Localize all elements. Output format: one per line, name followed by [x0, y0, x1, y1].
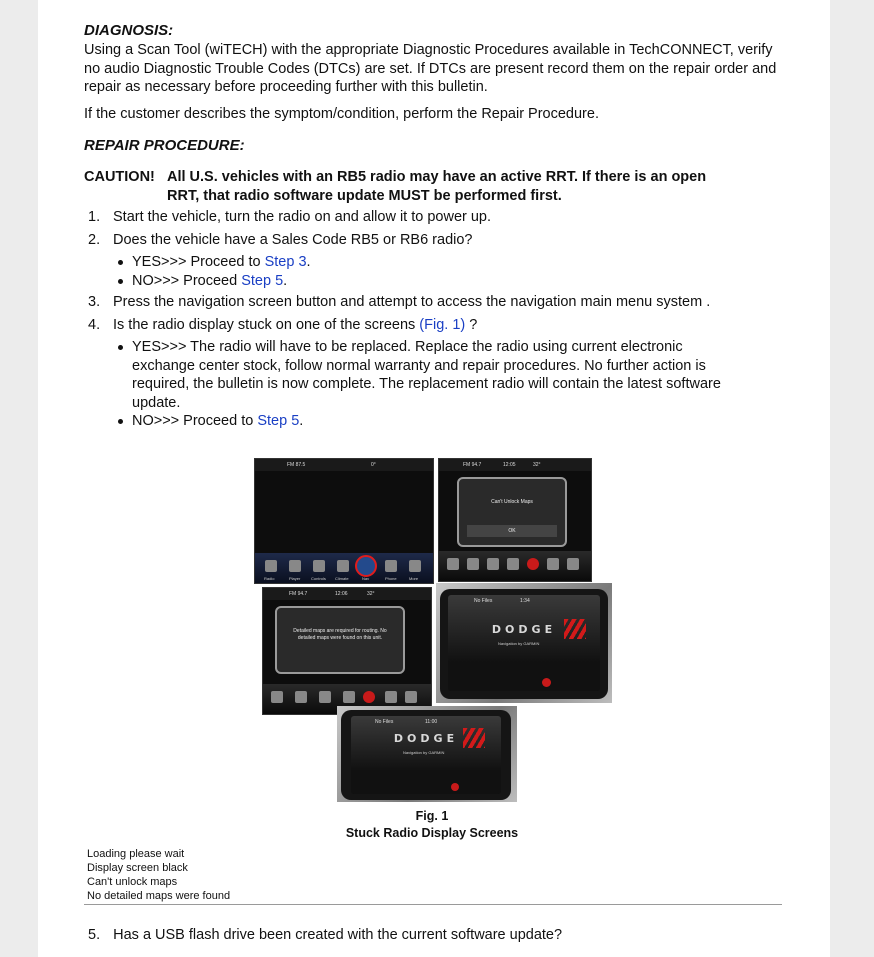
step-number: 3. — [88, 294, 101, 310]
radio-icon — [447, 558, 459, 570]
diagnosis-heading: DIAGNOSIS: — [84, 22, 174, 39]
note-item: Can't unlock maps — [87, 876, 178, 888]
step-4-no — [113, 412, 784, 431]
figure-label: Fig. 1 — [415, 809, 449, 823]
step-number: 2. — [88, 231, 101, 248]
dialog-message: Can't Unlock Maps — [491, 499, 533, 505]
radio-screen — [351, 716, 501, 794]
symptom-paragraph: If the customer describes the symptom/condition, perform the Repair Procedure. — [84, 105, 599, 122]
station-label: FM 94.7 — [289, 591, 308, 597]
option-suffix: . — [306, 254, 311, 270]
garmin-label: Navigation by GARMIN — [498, 641, 540, 646]
screen-no-detailed-maps — [262, 587, 432, 715]
note-item: Display screen black — [87, 862, 188, 874]
more-icon — [409, 560, 421, 572]
caution-line-2: RRT, that radio software update MUST be performed first. — [167, 187, 562, 204]
player-icon — [467, 558, 479, 570]
time-label: 1:34 — [520, 598, 530, 604]
step-text: Is the radio display stuck on one of the screens — [113, 316, 420, 333]
nav-icon — [527, 558, 539, 570]
radio-icon — [265, 560, 277, 572]
note-item: No detailed maps were found — [87, 890, 231, 902]
controls-icon — [313, 560, 325, 572]
radio-bezel — [440, 589, 608, 699]
step-number: 5. — [88, 927, 101, 943]
dodge-logo: DODGE — [491, 623, 557, 636]
step-text: Press the navigation screen button and attempt to access the navigation main menu system . — [113, 294, 711, 310]
temp-label: 0° — [371, 462, 376, 468]
step-text-suffix: ? — [465, 316, 478, 333]
error-dialog — [457, 477, 567, 547]
nav-label: Climate — [335, 576, 349, 581]
option-text: NO>>> Proceed to — [132, 413, 258, 429]
radio-screen — [448, 595, 600, 691]
climate-icon — [337, 560, 349, 572]
step-5 — [88, 927, 562, 943]
nav-icon — [542, 678, 551, 687]
step-text: Start the vehicle, turn the radio on and allow it to power up. — [113, 209, 492, 225]
status-bar — [263, 588, 431, 600]
status-bar — [351, 716, 501, 728]
step-5-link[interactable]: Step 5 — [241, 272, 284, 289]
station-label: No Files — [474, 598, 493, 604]
caution-block — [84, 168, 784, 205]
more-icon — [567, 558, 579, 570]
repair-heading: REPAIR PROCEDURE: — [84, 137, 245, 154]
nav-label: Radio — [264, 576, 275, 581]
phone-icon — [547, 558, 559, 570]
time-label: 12:05 — [503, 462, 516, 468]
nav-bar — [448, 675, 600, 691]
option-suffix: . — [299, 413, 304, 429]
option-suffix: . — [283, 272, 288, 289]
nav-label: More — [409, 576, 419, 581]
step-number: 1. — [88, 209, 101, 225]
option-text: NO>>> Proceed — [132, 272, 242, 289]
step-text: Has a USB flash drive been created with the current software update? — [113, 927, 563, 943]
figure-caption: Stuck Radio Display Screens — [345, 826, 519, 840]
nav-label: Controls — [311, 576, 326, 581]
climate-icon — [507, 558, 519, 570]
nav-label: Nav — [362, 576, 370, 581]
nav-button-highlight-icon — [355, 555, 377, 577]
controls-icon — [319, 691, 331, 703]
radio-bezel — [341, 710, 511, 800]
status-bar — [255, 459, 433, 471]
dialog-message: Detailed maps are required for routing. No detailed maps were found on this unit. — [293, 628, 387, 641]
time-label: 11:00 — [425, 719, 438, 725]
diagnosis-paragraph: Using a Scan Tool (wiTECH) with the appropriate Diagnostic Procedures available in TechCONNECT, verify no audio Diagnostic Trouble Codes (DTCs) are set. If DTCs are present record them on the repair order and repair as necessary before proceeding further with this bulletin. — [84, 42, 777, 95]
photo-dodge-radio — [337, 706, 517, 802]
station-label: No Files — [375, 719, 394, 725]
divider — [84, 904, 782, 905]
station-label: FM 87.5 — [287, 462, 306, 468]
status-bar — [439, 459, 591, 471]
dodge-stripes-icon — [463, 728, 485, 748]
climate-icon — [343, 691, 355, 703]
caution-line-1: All U.S. vehicles with an RB5 radio may have an active RRT. If there is an open — [167, 169, 707, 185]
nav-bar — [351, 780, 501, 794]
screen-notes — [87, 847, 230, 903]
screen-display-black — [254, 458, 434, 584]
step-2-no — [113, 272, 784, 291]
nav-bar — [439, 551, 591, 581]
nav-label: Phone — [385, 576, 397, 581]
option-text: YES>>> The radio will have to be replaced. Replace the radio using current electronic exchange center stock, follow normal warranty and repair procedures. No further action is required, the bulletin is now complete. The replacement radio will contain the latest software update. — [132, 339, 721, 411]
phone-icon — [385, 691, 397, 703]
error-dialog — [275, 606, 405, 674]
step-4 — [84, 316, 784, 431]
caution-label: CAUTION! — [84, 169, 155, 185]
note-item: Loading please wait — [87, 848, 185, 860]
status-bar — [448, 595, 600, 607]
garmin-label: Navigation by GARMIN — [403, 750, 445, 755]
more-icon — [405, 691, 417, 703]
controls-icon — [487, 558, 499, 570]
nav-label: Player — [289, 576, 301, 581]
temp-label: 32° — [367, 591, 375, 597]
step-4-yes — [113, 338, 784, 412]
step-3 — [84, 293, 784, 312]
radio-icon — [271, 691, 283, 703]
step-3-link[interactable]: Step 3 — [264, 254, 307, 270]
step-2 — [84, 231, 784, 291]
photo-dodge-loading — [436, 583, 612, 703]
step-4-options — [113, 338, 784, 431]
nav-icon — [363, 691, 375, 703]
dodge-stripes-icon — [564, 619, 586, 639]
screen-cant-unlock-maps — [438, 458, 592, 582]
station-label: FM 94.7 — [463, 462, 482, 468]
step-2-options — [113, 253, 784, 290]
nav-bar — [255, 553, 433, 583]
step-1 — [84, 208, 784, 227]
option-text: YES>>> Proceed to — [132, 254, 265, 270]
fig-1-link[interactable]: (Fig. 1) — [419, 316, 466, 333]
player-icon — [289, 560, 301, 572]
step-5-link[interactable]: Step 5 — [257, 413, 300, 429]
step-2-yes — [113, 253, 784, 272]
player-icon — [295, 691, 307, 703]
dodge-logo: DODGE — [393, 732, 459, 745]
document-content — [84, 22, 784, 434]
nav-icon — [451, 783, 459, 791]
phone-icon — [385, 560, 397, 572]
temp-label: 32° — [533, 462, 541, 468]
time-label: 12:06 — [335, 591, 348, 597]
ok-button[interactable]: OK — [467, 525, 557, 537]
step-text: Does the vehicle have a Sales Code RB5 or RB6 radio? — [113, 231, 473, 248]
steps-list — [84, 208, 784, 431]
step-number: 4. — [88, 316, 101, 333]
